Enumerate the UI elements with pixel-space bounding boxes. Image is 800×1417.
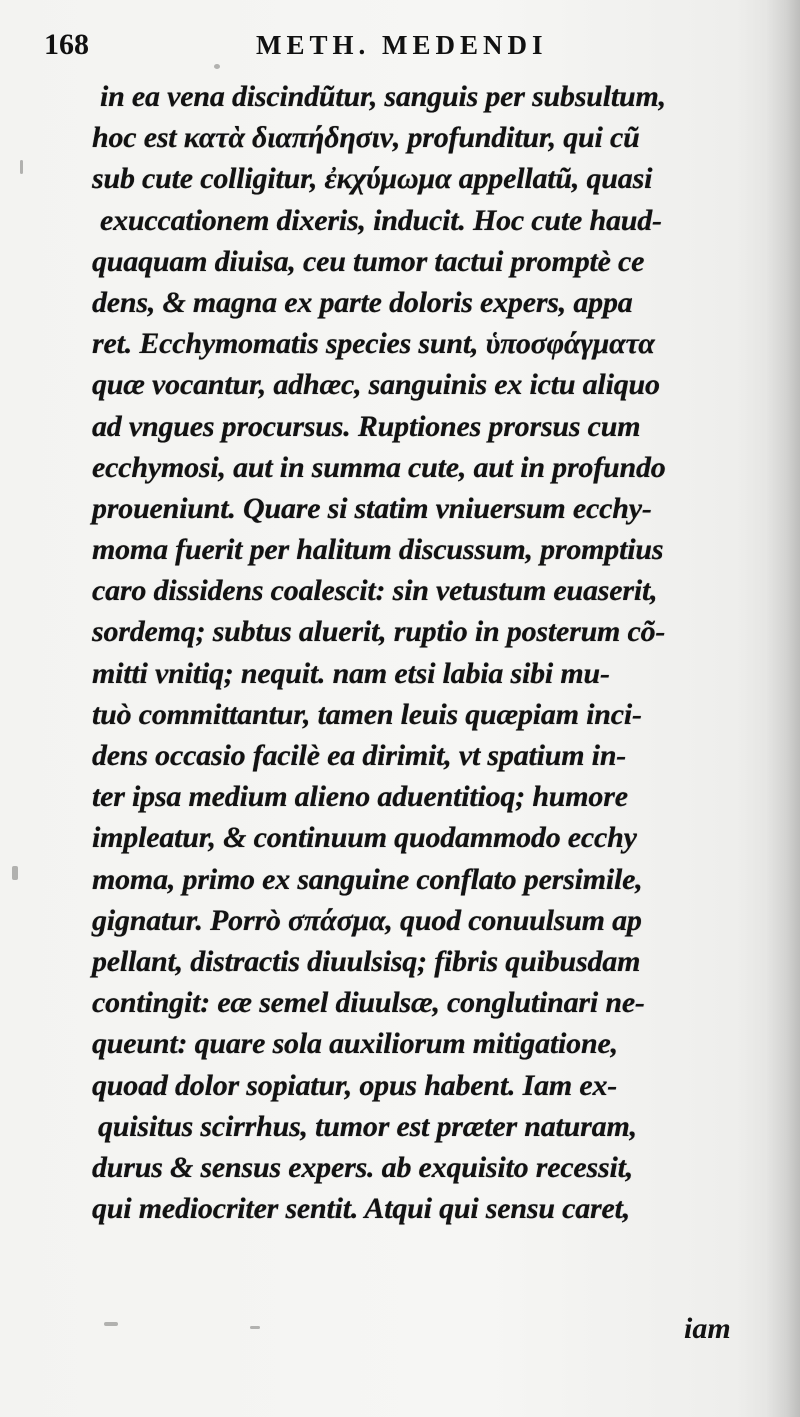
ink-speck [214,64,220,69]
text-line: quoad dolor sopiatur, opus habent. Iam ex- [92,1068,618,1102]
text-line: exuccationem dixeris, inducit. Hoc cute haud- [100,203,662,237]
text-line: mitti vnitiq; nequit. nam etsi labia sibi mu- [92,656,610,690]
running-head: METH. MEDENDI [256,30,548,60]
ink-speck [104,1322,118,1326]
text-line: ter ipsa medium alieno aduentitioq; humore [92,780,628,814]
text-line: sub cute colligitur, ἐκχύμωμα appellatũ, quasi [92,162,653,196]
text-line: quisitus scirrhus, tumor est præter naturam, [98,1109,637,1143]
text-line: pellant, distractis diuulsisq; fibris quibusdam [92,944,641,978]
ink-speck [250,1326,260,1329]
text-line: gignatur. Porrò σπάσμα, quod conuulsum ap [92,903,642,937]
text-line: contingit: eæ semel diuulsæ, conglutinari ne- [92,986,645,1020]
text-line: ret. Ecchymomatis species sunt, ὑποσφάγματα [92,327,655,361]
page-edge-shadow [766,0,800,1417]
text-line: qui mediocriter sentit. Atqui qui sensu caret, [92,1192,631,1226]
text-line: impleatur, & continuum quodammodo ecchy [92,821,637,855]
text-line: quaquam diuisa, ceu tumor tactui promptè ce [92,244,645,278]
text-line: proueniunt. Quare si statim vniuersum ecchy- [92,491,652,525]
text-line: queunt: quare sola auxiliorum mitigatione, [92,1027,618,1061]
text-line: quæ vocantur, adhæc, sanguinis ex ictu aliquo [92,368,660,402]
ink-speck [12,866,18,880]
body-text [92,76,752,1229]
text-line: moma, primo ex sanguine conflato persimile, [92,862,643,896]
catchword: iam [684,1312,731,1345]
text-line: dens occasio facilè ea dirimit, vt spatium in- [92,739,627,772]
text-line: ad vngues procursus. Ruptiones prorsus cum [92,409,641,443]
page-header [44,28,744,68]
page-number: 168 [44,28,89,61]
ink-speck [20,160,23,174]
text-line: moma fuerit per halitum discussum, promptius [92,533,664,567]
text-line: tuò committantur, tamen leuis quæpiam inci- [92,697,642,731]
text-line: caro dissidens coalescit: sin vetustum euaserit, [92,574,658,608]
text-line: in ea vena discindũtur, sanguis per subsultum, [100,80,666,113]
text-line: ecchymosi, aut in summa cute, aut in profundo [92,450,666,484]
text-line: durus & sensus expers. ab exquisito recessit, [92,1150,634,1184]
text-line: hoc est κατὰ διαπήδησιν, profunditur, qui cũ [92,121,640,155]
text-line: dens, & magna ex parte doloris expers, appa [92,285,633,319]
text-line: sordemq; subtus aluerit, ruptio in posterum cõ- [92,615,666,649]
